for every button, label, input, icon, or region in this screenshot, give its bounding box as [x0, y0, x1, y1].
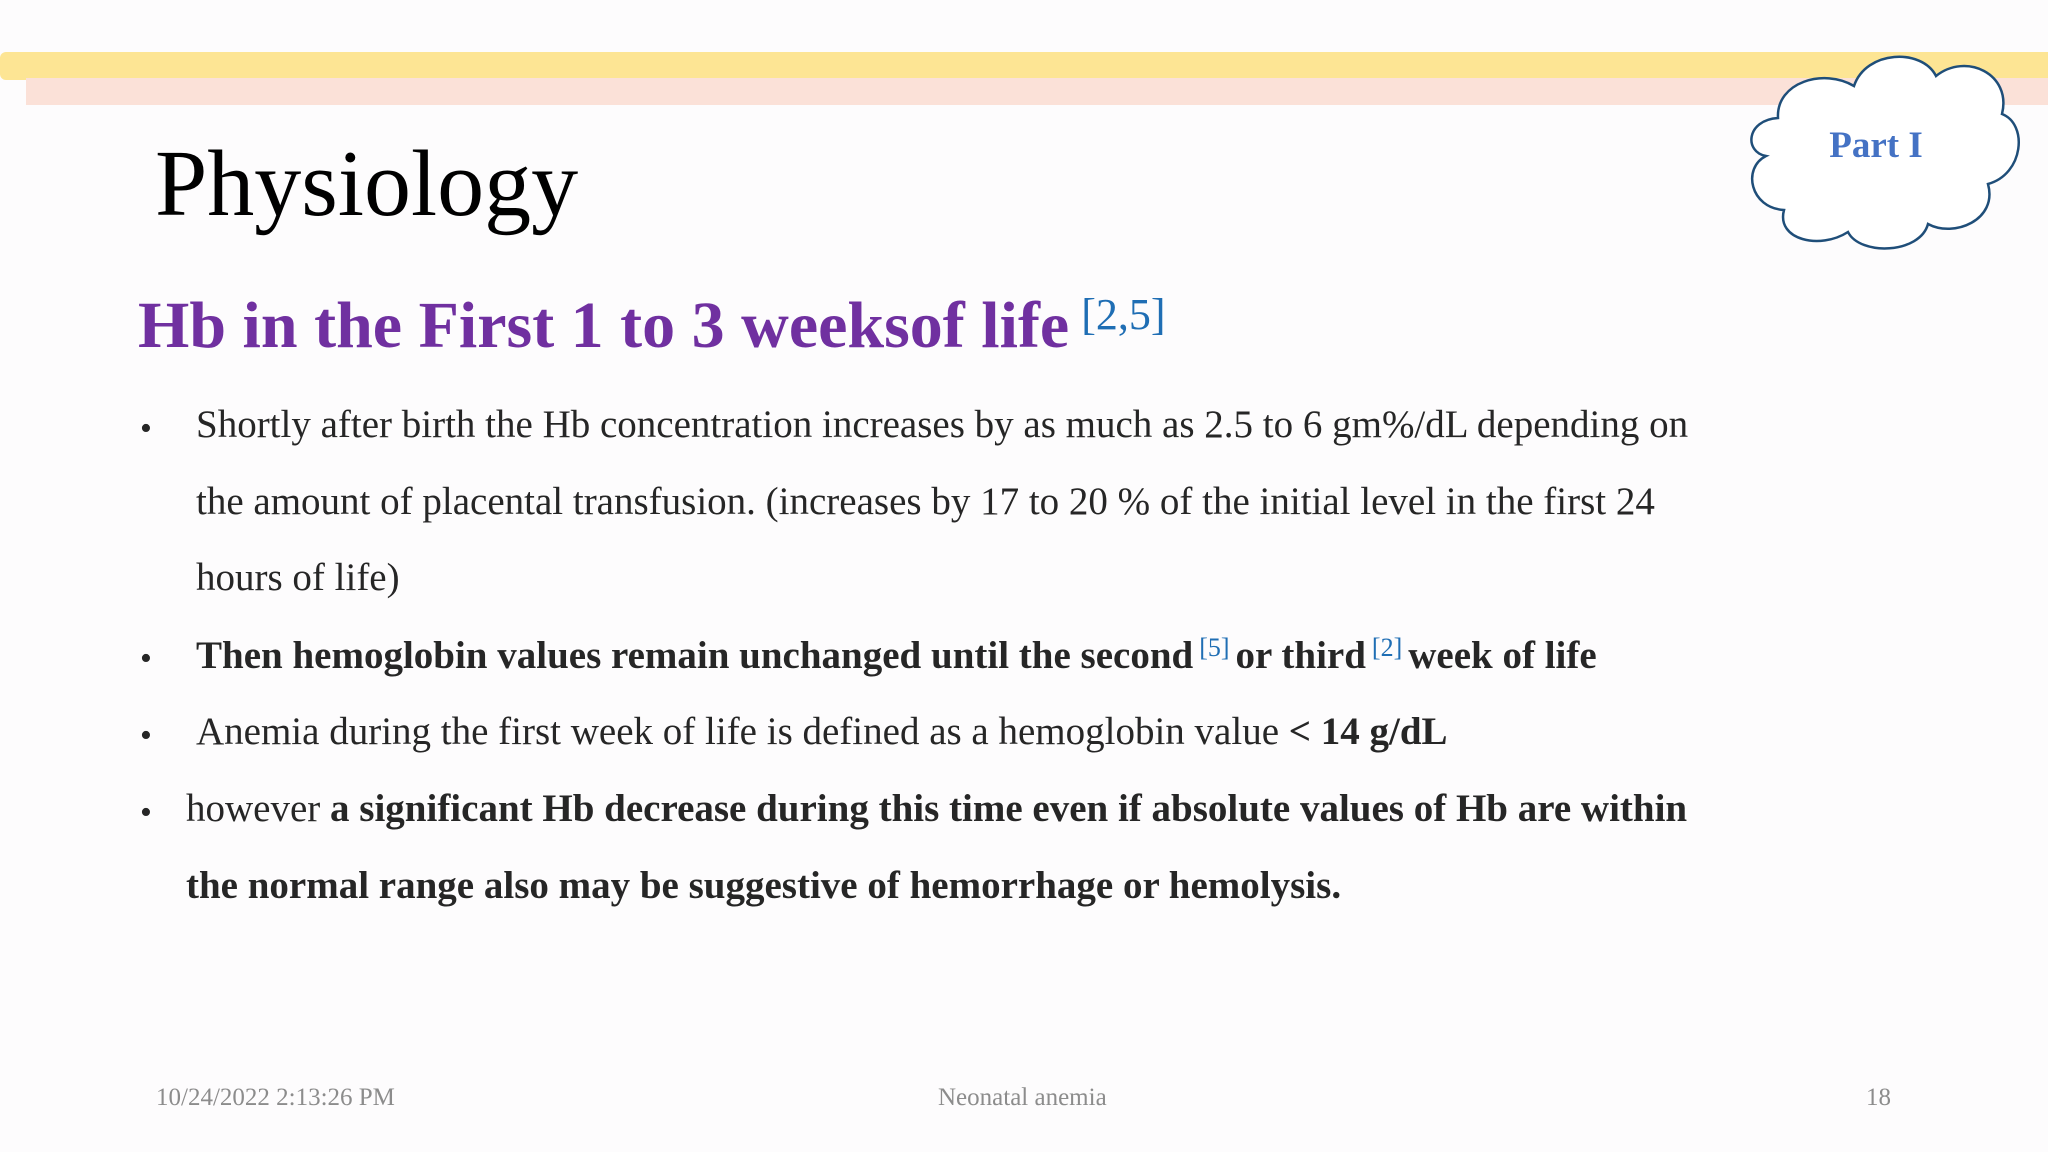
bullet-marker: •: [140, 794, 152, 831]
footer-page-number: 18: [1866, 1084, 1891, 1111]
subtitle-reference: [2,5]: [1081, 290, 1166, 339]
part-badge: Part I: [1829, 125, 1923, 166]
bullet-4-text-1: however: [186, 787, 321, 830]
slide-subtitle: [138, 288, 1166, 364]
bullet-3-line: [196, 712, 1448, 751]
bullet-2-reference-2: [2]: [1371, 633, 1403, 662]
footer-datetime: 10/24/2022 2:13:26 PM: [156, 1084, 395, 1111]
bullet-2-text-1: Then hemoglobin values remain unchanged until the second: [196, 634, 1194, 677]
bullet-3-threshold: < 14 g/dL: [1288, 710, 1448, 753]
bullet-2-reference-1: [5]: [1199, 633, 1230, 662]
bullet-marker: •: [140, 640, 152, 677]
bullet-4-text-2: a significant Hb decrease during this time even if absolute values of Hb are within: [330, 787, 1688, 830]
bullet-2-text-2: or third: [1235, 634, 1366, 677]
bullet-1-line-1: Shortly after birth the Hb concentration increases by as much as 2.5 to 6 gm%/dL depending on: [196, 403, 1689, 446]
bullet-1-line-2: the amount of placental transfusion. (increases by 17 to 20 % of the initial level in the first 24: [196, 480, 1655, 523]
subtitle-text: Hb in the First 1 to 3 weeksof life: [138, 289, 1070, 362]
bullet-marker: •: [140, 717, 152, 754]
footer-topic: Neonatal anemia: [938, 1084, 1107, 1111]
bullet-1-line-3: hours of life): [196, 556, 400, 599]
bullet-4-line-1: [186, 789, 1687, 828]
bullet-2-text-3: week of life: [1408, 634, 1597, 677]
bullet-2-line: [196, 635, 1597, 675]
bullet-marker: •: [140, 410, 152, 447]
bullet-4-line-2: the normal range also may be suggestive of hemorrhage or hemolysis.: [186, 864, 1342, 907]
slide-title: Physiology: [155, 132, 579, 236]
bullet-3-text-1: Anemia during the first week of life is defined as a hemoglobin value: [196, 710, 1280, 753]
